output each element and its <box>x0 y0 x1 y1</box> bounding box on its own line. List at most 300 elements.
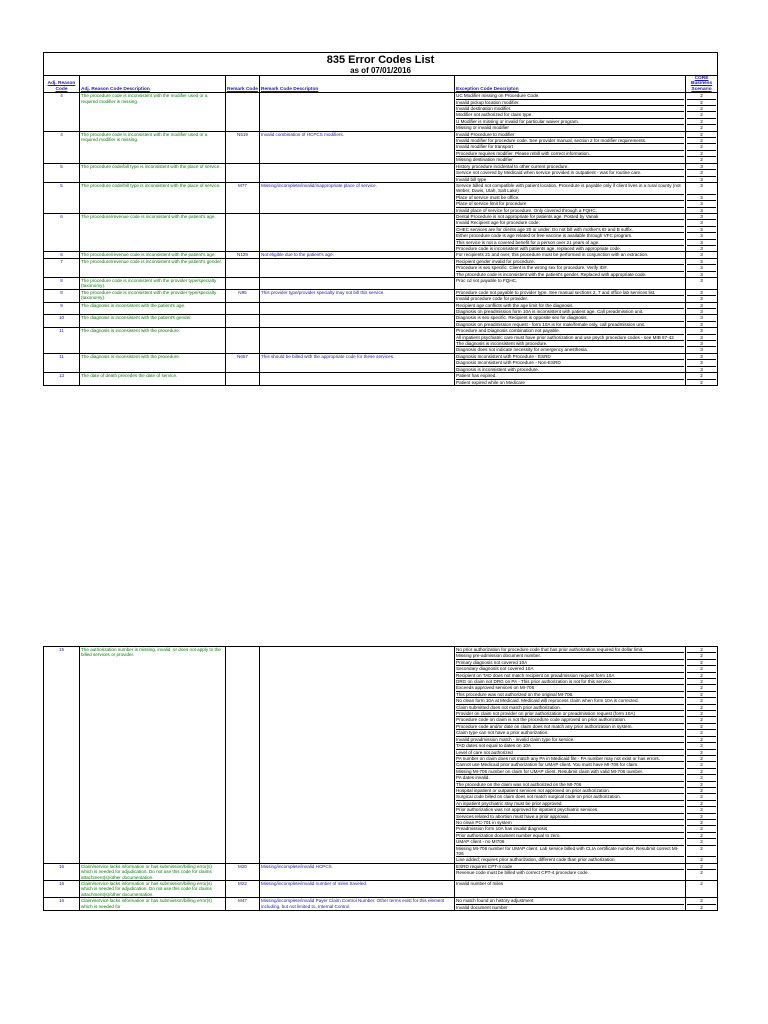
exception-code-description: Missing destination modifier <box>456 157 513 163</box>
business-scenario: 2 <box>700 857 703 863</box>
exception-code-description: No clean form 10A at Medicaid. Medicaid will reprocess claim when form 10A is corrected. <box>456 698 684 704</box>
business-scenario: 2 <box>687 100 716 106</box>
remark-code <box>226 328 260 354</box>
business-scenario: 2 <box>687 846 716 858</box>
exception-code-description: History procedure incidental to other current procedure. <box>456 164 684 170</box>
remark-description <box>260 315 455 328</box>
exception-code-description: Dental Procedure is not appropriate for patients age. Posted by Vanak <box>456 214 684 220</box>
business-scenario: 3 <box>687 240 716 246</box>
business-scenario: 2 <box>687 737 716 743</box>
exception-code-description: Hospital inpatient or outpatient services not approved on prior authorization. <box>456 788 684 794</box>
adj-reason-description: The procedure/revenue code is inconsistent with the patient's age. <box>80 213 226 251</box>
exception-code-description: Revenue code must be billed with correct CPT-4 procedure code. <box>456 870 589 876</box>
exception-code-description: Procedure code and/or date on claim does not match any prior authorization in system. <box>456 724 684 730</box>
business-scenario: 3 <box>687 360 716 366</box>
header-adj-desc: Adj. Reason Code Description <box>80 76 226 93</box>
adj-reason-code: 7 <box>44 258 80 277</box>
exception-code-description: This procedure was not authorized on the original MI-706. <box>456 692 684 698</box>
table-row <box>44 881 718 898</box>
adj-reason-description: The procedure code is inconsistent with the modifier used or a required modifier is missing. <box>80 93 226 131</box>
exception-code-description: All inpatient psychiatric care must have prior authorization and use psych procedure codes - see MIB 87-42 <box>456 335 684 341</box>
remark-description <box>260 213 455 251</box>
exception-code-description: Missing MI-706 number on claim for UMAP client. Resubmit claim with valid MI-706 number. <box>456 769 684 775</box>
adj-reason-code: 16 <box>44 863 80 880</box>
table-row <box>44 278 718 290</box>
table-row <box>44 898 718 911</box>
header-exception: Exception Code Descripton <box>455 76 686 93</box>
exception-code-description: Procedure requires modifier. Please rebill with correct information. <box>456 151 684 157</box>
business-scenario: 2 <box>687 743 716 749</box>
business-scenario: 2 <box>687 698 716 704</box>
scenario-list <box>686 328 718 354</box>
business-scenario: 3 <box>700 347 703 353</box>
business-scenario: 3 <box>687 201 716 207</box>
adj-reason-code: 9 <box>44 302 80 315</box>
remark-description <box>260 278 455 290</box>
table-body-continued <box>44 647 718 911</box>
remark-description: Missing/incomplete/invalid/inappropriate place of service. <box>260 182 455 213</box>
business-scenario: 3 <box>687 195 716 201</box>
adj-reason-description: Claim/service lacks information or has submission/billing error(s) which is needed for adjudication. Do not use this code for claims attachment(s)/other documentation. <box>80 863 226 880</box>
exception-list <box>455 131 686 163</box>
exception-code-description: Invalid place of service for procedure. Only covered through a FQHC. <box>456 207 597 213</box>
remark-description: Missing/incomplete/invalid Payer Claim Control Number. Other terms exist for this element including, but not limited to, Internal Control <box>260 898 455 911</box>
adj-reason-description: The procedure code/bill type is inconsistent with the place of service. <box>80 163 226 182</box>
business-scenario: 3 <box>687 335 716 341</box>
business-scenario: 2 <box>687 112 716 118</box>
adj-reason-code: 4 <box>44 131 80 163</box>
adj-reason-code: 4 <box>44 93 80 131</box>
remark-description <box>260 258 455 277</box>
scenario-list <box>686 163 718 182</box>
exception-code-description: Line added; requires prior authorization, different code than prior authorization <box>456 857 615 863</box>
exception-code-description: CHEC services are for clients age 20 or under. Do not bill with mother's ID and B suffix. <box>456 227 684 233</box>
business-scenario: 2 <box>687 898 716 904</box>
business-scenario: 2 <box>687 647 716 653</box>
table-row <box>44 289 718 302</box>
error-codes-table-continued <box>43 646 718 911</box>
remark-description: Missing/incomplete/invalid HCPCS. <box>260 863 455 880</box>
business-scenario: 2 <box>687 807 716 813</box>
business-scenario: 3 <box>687 183 716 195</box>
remark-code: N519 <box>226 131 260 163</box>
exception-code-description: Prior authorization was not approved for inpatient psychiatric services. <box>456 807 684 813</box>
adj-reason-description: The diagnosis is inconsistent with the patient's age. <box>80 302 226 315</box>
adj-reason-description: The procedure/revenue code is inconsistent with the patient's gender. <box>80 258 226 277</box>
page-title: 835 Error Codes List <box>44 53 718 67</box>
remark-code <box>226 302 260 315</box>
table-row <box>44 302 718 315</box>
remark-description <box>260 302 455 315</box>
exception-list <box>455 302 686 315</box>
exception-code-description: UMAP client - no MI706 <box>456 839 684 845</box>
remark-description <box>260 93 455 131</box>
business-scenario: 2 <box>687 138 716 144</box>
exception-code-description: Provider on claim not provider on prior authorization or preadmission request (form 10A) <box>456 711 684 717</box>
table-body <box>44 93 718 386</box>
exception-code-description: Procedure code on claim is not the procedure code approved on prior authorization. <box>456 717 684 723</box>
error-codes-sheet-1 <box>43 52 717 386</box>
header-adj-code: Adj. Reason Code <box>44 76 80 93</box>
exception-code-description: The procedure code is inconsistent with the patient's gender. Replaced with appropriate code. <box>456 271 647 277</box>
exception-code-description: The diagnosis is inconsistent with procedure. <box>456 341 684 347</box>
adj-reason-description: Claim/service lacks information or has submission/billing error(s) which is needed for <box>80 898 226 911</box>
remark-description <box>260 163 455 182</box>
business-scenario: 3 <box>687 170 716 176</box>
business-scenario: 3 <box>700 366 703 372</box>
exception-code-description: No clean PC-701 in system <box>456 820 684 826</box>
exception-code-description: Procedure and Diagnosis combination not payable. <box>456 328 684 334</box>
remark-description <box>260 647 455 864</box>
exception-code-description: Level of care not authorized <box>456 750 684 756</box>
exception-code-description: Diagnosis on preadmission request - form 10A is for male/female only, call preadmission unit. <box>456 321 646 327</box>
business-scenario: 2 <box>687 93 716 99</box>
table-row <box>44 373 718 386</box>
business-scenario: 2 <box>687 801 716 807</box>
business-scenario: 3 <box>687 227 716 233</box>
scenario-list <box>686 302 718 315</box>
exception-code-description: Modifier not authorized for claim type. <box>456 112 684 118</box>
adj-reason-code: 10 <box>44 315 80 328</box>
exception-list <box>455 278 686 290</box>
error-codes-sheet-2 <box>43 646 717 911</box>
exception-code-description: Missing MI-706 number for UMAP client. Lab service billed with CLIA certificate number. Resubmit correct MI-706 <box>456 846 684 858</box>
exception-code-description: Claim type can not have a prior authorization. <box>456 730 684 736</box>
exception-code-description: Invalid Procedure to modifier <box>456 132 684 138</box>
remark-description: This provider type/provider specialty may not bill this service. <box>260 289 455 302</box>
table-row <box>44 315 718 328</box>
table-row <box>44 131 718 163</box>
remark-description: Missing/incomplete/invalid number of miles traveled. <box>260 881 455 898</box>
table-row <box>44 353 718 372</box>
scenario-list <box>686 93 718 131</box>
adj-reason-description: The authorization number is missing, invalid, or does not apply to the billed services or provider. <box>80 647 226 864</box>
adj-reason-description: The procedure code is inconsistent with the provider type/specialty (taxonomy). <box>80 289 226 302</box>
adj-reason-code: 6 <box>44 213 80 251</box>
exception-list <box>455 289 686 302</box>
adj-reason-code: 8 <box>44 289 80 302</box>
business-scenario: 3 <box>700 176 703 182</box>
adj-reason-code: 6 <box>44 252 80 258</box>
exception-code-description: Prior authorization document number equal to zero. <box>456 833 684 839</box>
remark-code: M20 <box>226 863 260 880</box>
exception-code-description: Recipient on TAD does not match recipient on preadmission request form 10A <box>456 673 684 679</box>
exception-code-description: Surgical code billed on claim does not match surgical code on prior authorization. <box>456 794 684 800</box>
business-scenario: 2 <box>700 870 703 876</box>
table-row <box>44 647 718 864</box>
exception-code-description: Proc cd not payable to FQHC. <box>456 278 518 283</box>
remark-code <box>226 647 260 864</box>
adj-reason-code: 13 <box>44 373 80 386</box>
page-subtitle: as of 07/01/2016 <box>44 66 718 76</box>
exception-code-description: Procedure code not payable to provider type. See manual sections 2, 7 and office lab services list. <box>456 290 684 296</box>
exception-list <box>455 163 686 182</box>
table-row <box>44 163 718 182</box>
business-scenario: 2 <box>687 711 716 717</box>
exception-code-description: Place of service must be office. <box>456 195 684 201</box>
remark-code <box>226 315 260 328</box>
remark-description: This should be billed with the appropriate code for these services. <box>260 353 455 372</box>
business-scenario: 2 <box>687 864 716 870</box>
remark-code <box>226 213 260 251</box>
business-scenario: 2 <box>687 151 716 157</box>
scenario-list <box>686 353 718 372</box>
exception-list <box>455 353 686 372</box>
business-scenario: 2 <box>687 685 716 691</box>
adj-reason-code: 11 <box>44 353 80 372</box>
scenario-list <box>686 315 718 328</box>
business-scenario: 2 <box>687 750 716 756</box>
business-scenario: 3 <box>687 259 716 265</box>
exception-code-description: ESRD requires CPT-4 code <box>456 864 684 870</box>
business-scenario: 2 <box>687 730 716 736</box>
adj-reason-description: The procedure code is inconsistent with the modifier used or a required modifier is missing. <box>80 131 226 163</box>
business-scenario: 2 <box>687 814 716 820</box>
business-scenario: 2 <box>700 157 703 163</box>
business-scenario: 3 <box>700 278 703 283</box>
exception-code-description: DRG on claim not DRG on PA - This prior authorization is not for this service. <box>456 679 684 685</box>
business-scenario: 3 <box>687 341 716 347</box>
business-scenario: 2 <box>687 673 716 679</box>
scenario-list <box>686 182 718 213</box>
remark-code <box>226 278 260 290</box>
exception-code-description: Service billed not compatible with patient location. Procedure is payable only if client lives in a rural county (not Weber, Davis, Utah, Salt Lake) <box>456 183 684 195</box>
exception-code-description: Diagnosis is inconsistent with procedure. <box>456 366 539 372</box>
exception-list <box>455 315 686 328</box>
adj-reason-code: 11 <box>44 328 80 354</box>
table-row <box>44 93 718 131</box>
business-scenario: 2 <box>700 125 703 131</box>
business-scenario: 3 <box>700 207 703 213</box>
exception-code-description: Invalid modifier for procedure code. See provider manual, section 2 for modifier requirements. <box>456 138 684 144</box>
scenario-list <box>686 881 718 898</box>
business-scenario: 3 <box>700 321 703 327</box>
business-scenario: 2 <box>687 833 716 839</box>
exception-code-description: Recipient gender invalid for procedure. <box>456 259 684 265</box>
exception-code-description: Invalid Recipient age for procedure code. <box>456 220 684 226</box>
exception-code-description: Secondary diagnosis not covered 10A <box>456 666 684 672</box>
exception-list <box>455 881 686 898</box>
exception-code-description: Diagnosis is sex specific. Recipient is opposite sex for diagnosis. <box>456 315 684 321</box>
header-remark-desc: Remark Code Descripton <box>260 76 455 93</box>
exception-code-description: Exceeds approved services on MI-706 <box>456 685 684 691</box>
table-row <box>44 258 718 277</box>
table-row <box>44 863 718 880</box>
exception-code-description: For recipients 21 and over, this procedure must be performed in conjunction with an extraction. <box>456 252 649 258</box>
business-scenario: 2 <box>687 769 716 775</box>
table-row <box>44 213 718 251</box>
remark-description: Not eligible due to the patient's age. <box>260 252 455 258</box>
business-scenario: 3 <box>687 265 716 271</box>
business-scenario: 2 <box>687 666 716 672</box>
exception-list <box>455 373 686 386</box>
adj-reason-description: The procedure code/bill type is inconsistent with the place of service. <box>80 182 226 213</box>
exception-code-description: Primary diagnosis not covered 10A <box>456 660 684 666</box>
business-scenario: 3 <box>687 164 716 170</box>
business-scenario: 2 <box>687 373 716 379</box>
exception-code-description: Either procedure code is age related or free vaccine is available through VFC program. <box>456 233 684 239</box>
scenario-list <box>686 289 718 302</box>
business-scenario: 2 <box>687 756 716 762</box>
exception-code-description: Invalid document number <box>456 904 508 910</box>
adj-reason-description: Claim/service lacks information or has submission/billing error(s) which is needed for adjudication. Do not use this code for claims attachment(s)/other documentation. <box>80 881 226 898</box>
adj-reason-code: 16 <box>44 898 80 911</box>
business-scenario: 3 <box>687 290 716 296</box>
business-scenario: 2 <box>687 119 716 125</box>
exception-code-description: Invalid bill type <box>456 176 487 182</box>
exception-list <box>455 93 686 131</box>
business-scenario: 2 <box>687 144 716 150</box>
exception-code-description: U Modifier is missing or invalid for particular waiver program. <box>456 119 684 125</box>
exception-list <box>455 647 686 864</box>
adj-reason-description: The date of death precedes the date of service. <box>80 373 226 386</box>
scenario-list <box>686 898 718 911</box>
exception-list <box>455 182 686 213</box>
exception-list <box>455 898 686 911</box>
remark-code: N657 <box>226 353 260 372</box>
remark-code: N129 <box>226 252 260 258</box>
header-remark-code: Remark Code <box>226 76 260 93</box>
scenario-list <box>686 213 718 251</box>
remark-code: M77 <box>226 182 260 213</box>
table-row <box>44 328 718 354</box>
exception-code-description: Invalid preadmission match - invalid claim type for service. <box>456 737 684 743</box>
exception-code-description: Procedure code is inconsistent with patients age, replaced with appropriate code. <box>456 245 621 251</box>
exception-code-description: PA dates invalid. <box>456 775 684 781</box>
remark-code <box>226 163 260 182</box>
business-scenario: 3 <box>700 296 703 302</box>
business-scenario: 2 <box>687 820 716 826</box>
exception-code-description: Services related to abortion must have a prior approval. <box>456 814 684 820</box>
adj-reason-description: The procedure code is inconsistent with the provider type/specialty (taxonomy). <box>80 278 226 290</box>
exception-code-description: Cannot use Medicaid prior authorization for UMAP client. You must have MI-706 for claim. <box>456 762 684 768</box>
business-scenario: 2 <box>687 724 716 730</box>
exception-code-description: TAD dates not equal to dates on 10A <box>456 743 684 749</box>
exception-code-description: Claim submitted does not match prior authorization. <box>456 705 684 711</box>
business-scenario: 2 <box>687 106 716 112</box>
business-scenario: 2 <box>687 692 716 698</box>
business-scenario: 3 <box>687 220 716 226</box>
exception-code-description: Preadmission form 10A has invalid diagnosis <box>456 826 684 832</box>
adj-reason-code: 15 <box>44 647 80 864</box>
remark-code: N95 <box>226 289 260 302</box>
scenario-list <box>686 258 718 277</box>
exception-code-description: Invalid destination modifier. <box>456 106 684 112</box>
business-scenario: 2 <box>687 653 716 659</box>
exception-code-description: Missing pre-admission document number. <box>456 653 684 659</box>
exception-code-description: Missing or invalid modifier <box>456 125 509 131</box>
business-scenario: 2 <box>700 904 703 910</box>
business-scenario: 2 <box>687 839 716 845</box>
business-scenario: 3 <box>700 252 703 258</box>
exception-list <box>455 213 686 251</box>
business-scenario: 2 <box>687 679 716 685</box>
remark-description <box>260 373 455 386</box>
table-row <box>44 182 718 213</box>
exception-code-description: The procedure on the claim was not authorized on the MI-706 <box>456 782 684 788</box>
exception-code-description: Diagnosis does not indicate necessity for emergency anesthesia. <box>456 347 589 353</box>
business-scenario: 3 <box>687 315 716 321</box>
adj-reason-description: The diagnosis is inconsistent with the procedure. <box>80 328 226 354</box>
exception-code-description: No match found on history adjustment <box>456 898 684 904</box>
adj-reason-code: 5 <box>44 163 80 182</box>
business-scenario: 3 <box>700 245 703 251</box>
scenario-list <box>686 647 718 864</box>
exception-code-description: An inpatient psychiatric stay must be prior approved. <box>456 801 684 807</box>
business-scenario: 2 <box>700 379 703 385</box>
scenario-list <box>686 131 718 163</box>
exception-code-description: Place of service limit for procedure <box>456 201 684 207</box>
exception-code-description: Invalid procedure code for provider. <box>456 296 529 302</box>
exception-code-description: Patient has expired. <box>456 373 684 379</box>
business-scenario: 2 <box>687 705 716 711</box>
business-scenario: 2 <box>687 782 716 788</box>
adj-reason-description: The diagnosis is inconsistent with the patient's gender. <box>80 315 226 328</box>
exception-code-description: Diagnosis Inconsistent with Procedure - ESRD <box>456 354 684 360</box>
remark-description <box>260 328 455 354</box>
adj-reason-code: 16 <box>44 881 80 898</box>
exception-code-description: Service not covered by Medicaid when service provided in outpatient - was for routine care. <box>456 170 684 176</box>
remark-code <box>226 373 260 386</box>
exception-code-description: Diagnosis Inconsistent with Procedure - Non-ESRD <box>456 360 684 366</box>
remark-code <box>226 93 260 131</box>
adj-reason-code: 5 <box>44 182 80 213</box>
exception-code-description: Procedure is sex specific. Client is the wrong sex for procedure. Verify ID#. <box>456 265 684 271</box>
remark-code: M22 <box>226 881 260 898</box>
scenario-list <box>686 863 718 880</box>
adj-reason-code: 8 <box>44 278 80 290</box>
exception-code-description: Invalid pickup location modifier. <box>456 100 684 106</box>
business-scenario: 2 <box>700 881 703 887</box>
exception-code-description: PA number on claim does not match any PA in Medicaid file - PA number may not exist or has errors. <box>456 756 684 762</box>
business-scenario: 3 <box>700 271 703 277</box>
business-scenario: 2 <box>687 660 716 666</box>
business-scenario: 3 <box>700 309 703 315</box>
business-scenario: 3 <box>687 354 716 360</box>
business-scenario: 3 <box>687 328 716 334</box>
exception-code-description: Invalid modifier for transport <box>456 144 684 150</box>
exception-code-description: Diagnosis on preadmission form 10A is inconsistent with patient age. Call preadmission unit. <box>456 309 644 315</box>
exception-code-description: No prior authorization for procedure code that has prior authorization required for dollar limit. <box>456 647 684 653</box>
remark-code <box>226 258 260 277</box>
exception-code-description: Recipient age conflicts with the age limit for the diagnosis. <box>456 303 684 309</box>
business-scenario: 2 <box>687 762 716 768</box>
exception-code-description: Patient expired while on Medicare <box>456 379 525 385</box>
business-scenario: 3 <box>687 233 716 239</box>
error-codes-table <box>43 52 718 386</box>
adj-reason-description: The procedure/revenue code is inconsistent with the patient's age. <box>80 252 226 258</box>
adj-reason-description: The diagnosis is inconsistent with the procedure. <box>80 353 226 372</box>
exception-code-description: Invalid number of miles <box>456 881 504 887</box>
business-scenario: 2 <box>687 717 716 723</box>
exception-code-description: This service is not a covered benefit for a person over 21 years of age. <box>456 240 684 246</box>
remark-description: Invalid combination of HCPCS modifiers. <box>260 131 455 163</box>
exception-code-description: UC Modifier missing on Procedure Code. <box>456 93 684 99</box>
exception-list <box>455 258 686 277</box>
remark-code: M47 <box>226 898 260 911</box>
scenario-list <box>686 278 718 290</box>
business-scenario: 2 <box>687 132 716 138</box>
business-scenario: 2 <box>687 794 716 800</box>
business-scenario: 3 <box>687 214 716 220</box>
business-scenario: 3 <box>687 303 716 309</box>
exception-list <box>455 328 686 354</box>
business-scenario: 2 <box>687 826 716 832</box>
exception-list <box>455 863 686 880</box>
header-scenario: CORE Business Scenario <box>686 76 718 93</box>
scenario-list <box>686 373 718 386</box>
business-scenario: 2 <box>687 788 716 794</box>
